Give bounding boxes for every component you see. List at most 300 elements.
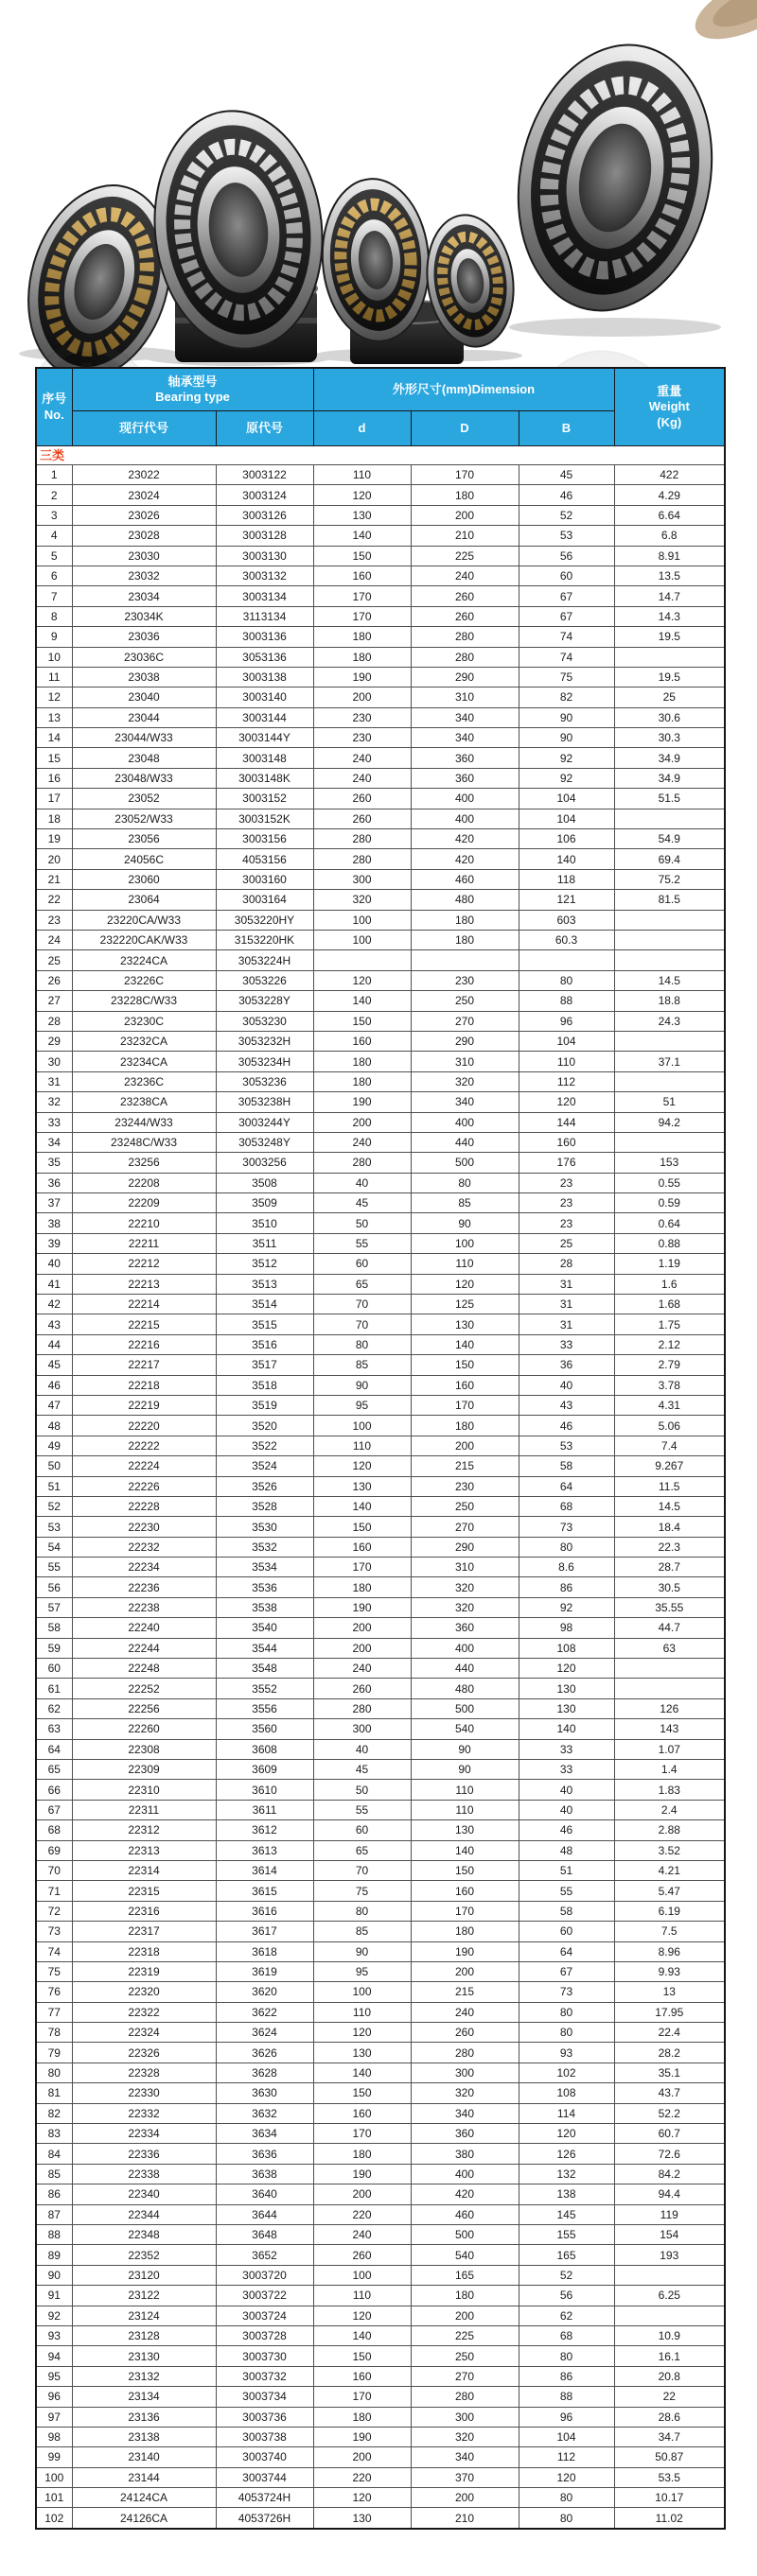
cell-weight: 154 <box>614 2224 725 2244</box>
cell-no: 78 <box>36 2023 72 2043</box>
cell-D: 270 <box>411 2366 519 2386</box>
cell-old-code: 3003124 <box>216 485 313 505</box>
header-bearing-type-en: Bearing type <box>155 390 230 404</box>
cell-old-code: 3053232H <box>216 1031 313 1051</box>
cell-current-code: 22332 <box>72 2103 216 2123</box>
cell-d: 80 <box>313 1334 411 1354</box>
cell-weight: 3.78 <box>614 1375 725 1395</box>
cell-B: 112 <box>519 2447 614 2467</box>
cell-B: 60 <box>519 1922 614 1941</box>
cell-B: 118 <box>519 869 614 889</box>
cell-weight: 119 <box>614 2204 725 2224</box>
cell-d: 190 <box>313 667 411 687</box>
table-row <box>36 1659 725 1679</box>
cell-B: 98 <box>519 1618 614 1638</box>
cell-current-code: 23232CA <box>72 1031 216 1051</box>
cell-no: 19 <box>36 829 72 849</box>
table-row <box>36 1860 725 1880</box>
cell-D: 360 <box>411 768 519 788</box>
cell-no: 22 <box>36 890 72 910</box>
table-row <box>36 2427 725 2446</box>
cell-old-code: 3634 <box>216 2124 313 2144</box>
cell-old-code: 3518 <box>216 1375 313 1395</box>
cell-d: 240 <box>313 748 411 768</box>
table-row <box>36 1233 725 1253</box>
table-row <box>36 2407 725 2427</box>
cell-old-code: 3617 <box>216 1922 313 1941</box>
cell-B: 176 <box>519 1153 614 1173</box>
cell-current-code: 22308 <box>72 1739 216 1759</box>
cell-current-code: 23138 <box>72 2427 216 2446</box>
cell-weight: 24.3 <box>614 1011 725 1031</box>
cell-old-code: 3053224H <box>216 950 313 970</box>
cell-no: 1 <box>36 465 72 485</box>
cell-B: 74 <box>519 627 614 647</box>
cell-D: 540 <box>411 1719 519 1739</box>
cell-no: 66 <box>36 1780 72 1800</box>
table-row <box>36 991 725 1011</box>
cell-D: 80 <box>411 1173 519 1192</box>
cell-no: 40 <box>36 1254 72 1274</box>
cell-B: 23 <box>519 1193 614 1213</box>
cell-B: 62 <box>519 2306 614 2325</box>
cell-weight: 28.2 <box>614 2043 725 2063</box>
cell-B: 120 <box>519 2467 614 2487</box>
cell-no: 60 <box>36 1659 72 1679</box>
cell-current-code: 23128 <box>72 2325 216 2345</box>
cell-old-code: 3003130 <box>216 546 313 566</box>
cell-old-code: 3003134 <box>216 586 313 606</box>
cell-old-code: 3053230 <box>216 1011 313 1031</box>
cell-d: 140 <box>313 991 411 1011</box>
cell-no: 68 <box>36 1820 72 1840</box>
cell-old-code: 3153220HK <box>216 930 313 949</box>
cell-current-code: 23228C/W33 <box>72 991 216 1011</box>
cell-current-code: 23234CA <box>72 1052 216 1071</box>
cell-weight: 28.6 <box>614 2407 725 2427</box>
header-weight-en: Weight <box>648 399 690 414</box>
cell-current-code: 23122 <box>72 2286 216 2306</box>
cell-no: 6 <box>36 566 72 585</box>
cell-weight <box>614 2306 725 2325</box>
cell-weight: 7.4 <box>614 1436 725 1455</box>
cell-old-code: 3528 <box>216 1496 313 1516</box>
cell-no: 12 <box>36 688 72 707</box>
cell-B: 130 <box>519 1698 614 1718</box>
cell-D: 110 <box>411 1780 519 1800</box>
table-row <box>36 1092 725 1112</box>
table-row <box>36 1496 725 1516</box>
cell-current-code: 23120 <box>72 2265 216 2285</box>
table-row <box>36 1780 725 1800</box>
cell-B: 88 <box>519 991 614 1011</box>
cell-current-code: 22260 <box>72 1719 216 1739</box>
cell-old-code: 3632 <box>216 2103 313 2123</box>
cell-old-code: 3003126 <box>216 505 313 525</box>
table-row <box>36 627 725 647</box>
cell-current-code: 22328 <box>72 2063 216 2082</box>
table-row <box>36 2387 725 2407</box>
cell-d: 110 <box>313 1436 411 1455</box>
cell-d: 170 <box>313 2387 411 2407</box>
cell-weight <box>614 950 725 970</box>
cell-old-code: 3003722 <box>216 2286 313 2306</box>
cell-current-code: 23036 <box>72 627 216 647</box>
cell-no: 80 <box>36 2063 72 2082</box>
cell-current-code: 22311 <box>72 1800 216 1819</box>
cell-old-code: 3517 <box>216 1355 313 1375</box>
cell-no: 16 <box>36 768 72 788</box>
cell-d: 150 <box>313 2346 411 2366</box>
cell-no: 97 <box>36 2407 72 2427</box>
cell-no: 35 <box>36 1153 72 1173</box>
cell-weight: 34.9 <box>614 768 725 788</box>
cell-no: 25 <box>36 950 72 970</box>
cell-B: 74 <box>519 647 614 667</box>
cell-weight: 69.4 <box>614 849 725 869</box>
cell-weight: 52.2 <box>614 2103 725 2123</box>
table-row <box>36 1395 725 1415</box>
cell-old-code: 4053726H <box>216 2508 313 2529</box>
cell-current-code: 22248 <box>72 1659 216 1679</box>
cell-d: 55 <box>313 1233 411 1253</box>
table-row <box>36 1800 725 1819</box>
cell-d: 240 <box>313 2224 411 2244</box>
cell-d: 55 <box>313 1800 411 1819</box>
table-row <box>36 1881 725 1901</box>
table-row <box>36 1558 725 1577</box>
cell-B: 96 <box>519 2407 614 2427</box>
cell-old-code: 3510 <box>216 1213 313 1233</box>
brand-text: F&D <box>631 51 650 64</box>
table-row <box>36 2488 725 2508</box>
cell-B <box>519 950 614 970</box>
cell-D: 480 <box>411 1679 519 1698</box>
cell-B: 140 <box>519 849 614 869</box>
cell-old-code: 3053234H <box>216 1052 313 1071</box>
cell-d: 130 <box>313 1476 411 1496</box>
cell-D: 420 <box>411 849 519 869</box>
cell-d: 130 <box>313 2043 411 2063</box>
cell-d: 200 <box>313 1112 411 1132</box>
cell-current-code: 23036C <box>72 647 216 667</box>
cell-no: 45 <box>36 1355 72 1375</box>
cell-B: 58 <box>519 1901 614 1921</box>
cell-B: 51 <box>519 1860 614 1880</box>
cell-old-code: 3519 <box>216 1395 313 1415</box>
cell-no: 29 <box>36 1031 72 1051</box>
cell-old-code: 3003732 <box>216 2366 313 2386</box>
cell-D: 270 <box>411 1011 519 1031</box>
cell-weight: 4.31 <box>614 1395 725 1415</box>
cell-old-code: 3526 <box>216 1476 313 1496</box>
table-row <box>36 2204 725 2224</box>
cell-D: 170 <box>411 1901 519 1921</box>
cell-old-code: 3003724 <box>216 2306 313 2325</box>
cell-d: 260 <box>313 2245 411 2265</box>
cell-d: 240 <box>313 768 411 788</box>
cell-current-code: 23048/W33 <box>72 768 216 788</box>
cell-weight <box>614 1132 725 1152</box>
cell-current-code: 23032 <box>72 566 216 585</box>
header-current-code: 现行代号 <box>72 411 216 446</box>
cell-old-code: 3522 <box>216 1436 313 1455</box>
cell-weight: 2.12 <box>614 1334 725 1354</box>
cell-D: 380 <box>411 2144 519 2164</box>
cell-old-code: 3515 <box>216 1314 313 1334</box>
table-row <box>36 930 725 949</box>
cell-D: 180 <box>411 930 519 949</box>
cell-no: 47 <box>36 1395 72 1415</box>
header-d: d <box>313 411 411 446</box>
cell-D: 400 <box>411 1112 519 1132</box>
cell-current-code: 22211 <box>72 1233 216 1253</box>
table-row <box>36 505 725 525</box>
cell-current-code: 22326 <box>72 2043 216 2063</box>
cell-d: 300 <box>313 1719 411 1739</box>
cell-current-code: 23040 <box>72 688 216 707</box>
table-row <box>36 1173 725 1192</box>
cell-current-code: 23124 <box>72 2306 216 2325</box>
cell-current-code: 22208 <box>72 1173 216 1192</box>
cell-no: 38 <box>36 1213 72 1233</box>
cell-no: 48 <box>36 1416 72 1436</box>
cell-current-code: 23044/W33 <box>72 728 216 748</box>
cell-weight: 28.7 <box>614 1558 725 1577</box>
cell-no: 101 <box>36 2488 72 2508</box>
cell-weight: 54.9 <box>614 829 725 849</box>
cell-no: 84 <box>36 2144 72 2164</box>
cell-no: 102 <box>36 2508 72 2529</box>
cell-old-code: 3053238H <box>216 1092 313 1112</box>
cell-B: 52 <box>519 505 614 525</box>
cell-current-code: 23224CA <box>72 950 216 970</box>
cell-no: 96 <box>36 2387 72 2407</box>
cell-weight: 72.6 <box>614 2144 725 2164</box>
cell-current-code: 22240 <box>72 1618 216 1638</box>
cell-d: 200 <box>313 2184 411 2204</box>
table-row <box>36 2023 725 2043</box>
cell-no: 65 <box>36 1760 72 1780</box>
cell-D: 190 <box>411 1941 519 1961</box>
cell-old-code: 3003152K <box>216 809 313 828</box>
cell-d: 120 <box>313 1456 411 1476</box>
cell-d: 70 <box>313 1314 411 1334</box>
cell-d: 130 <box>313 505 411 525</box>
table-row <box>36 2467 725 2487</box>
cell-old-code: 3003738 <box>216 2427 313 2446</box>
cell-weight <box>614 1659 725 1679</box>
cell-D: 260 <box>411 2023 519 2043</box>
cell-no: 46 <box>36 1375 72 1395</box>
table-row <box>36 1375 725 1395</box>
table-body <box>36 446 725 2529</box>
cell-old-code: 3003160 <box>216 869 313 889</box>
table-row <box>36 2245 725 2265</box>
brand-text: F&D <box>115 189 132 202</box>
table-row <box>36 485 725 505</box>
table-row <box>36 1254 725 1274</box>
cell-B: 40 <box>519 1375 614 1395</box>
cell-current-code: 22234 <box>72 1558 216 1577</box>
cell-D: 250 <box>411 1496 519 1516</box>
cell-B: 126 <box>519 2144 614 2164</box>
cell-current-code: 22322 <box>72 2002 216 2022</box>
cell-old-code: 3540 <box>216 1618 313 1638</box>
cell-B: 104 <box>519 1031 614 1051</box>
cell-d: 140 <box>313 2325 411 2345</box>
cell-B: 43 <box>519 1395 614 1415</box>
cell-weight: 4.21 <box>614 1860 725 1880</box>
cell-B: 52 <box>519 2265 614 2285</box>
cell-current-code: 22216 <box>72 1334 216 1354</box>
cell-current-code: 23130 <box>72 2346 216 2366</box>
table-row <box>36 1961 725 1981</box>
cell-D: 230 <box>411 1476 519 1496</box>
cell-old-code: 3003144 <box>216 707 313 727</box>
cell-d: 130 <box>313 2508 411 2529</box>
cell-weight: 6.8 <box>614 526 725 546</box>
cell-d: 280 <box>313 1153 411 1173</box>
cell-no: 3 <box>36 505 72 525</box>
cell-B: 55 <box>519 1881 614 1901</box>
cell-d: 85 <box>313 1922 411 1941</box>
cell-current-code: 22214 <box>72 1295 216 1314</box>
cell-current-code: 22232 <box>72 1537 216 1557</box>
cell-D: 440 <box>411 1132 519 1152</box>
table-row <box>36 1416 725 1436</box>
cell-no: 91 <box>36 2286 72 2306</box>
cell-no: 57 <box>36 1597 72 1617</box>
cell-no: 20 <box>36 849 72 869</box>
cell-current-code: 22244 <box>72 1638 216 1658</box>
cell-weight: 1.19 <box>614 1254 725 1274</box>
table-row <box>36 950 725 970</box>
cell-old-code: 3003144Y <box>216 728 313 748</box>
cell-D: 290 <box>411 667 519 687</box>
cell-d: 200 <box>313 1618 411 1638</box>
table-row <box>36 1739 725 1759</box>
cell-current-code: 23236C <box>72 1071 216 1091</box>
cell-d: 180 <box>313 1577 411 1597</box>
cell-old-code: 3636 <box>216 2144 313 2164</box>
cell-current-code: 22344 <box>72 2204 216 2224</box>
cell-current-code: 22222 <box>72 1436 216 1455</box>
cell-weight: 50.87 <box>614 2447 725 2467</box>
cell-no: 99 <box>36 2447 72 2467</box>
cell-D: 260 <box>411 586 519 606</box>
cell-current-code: 22228 <box>72 1496 216 1516</box>
cell-no: 28 <box>36 1011 72 1031</box>
cell-old-code: 3624 <box>216 2023 313 2043</box>
cell-old-code: 3612 <box>216 1820 313 1840</box>
cell-d: 110 <box>313 2286 411 2306</box>
cell-weight <box>614 1071 725 1091</box>
cell-weight: 35.1 <box>614 2063 725 2082</box>
cell-old-code: 3610 <box>216 1780 313 1800</box>
cell-old-code: 3544 <box>216 1638 313 1658</box>
cell-D: 290 <box>411 1537 519 1557</box>
cell-d: 160 <box>313 2366 411 2386</box>
cell-B: 60 <box>519 566 614 585</box>
cell-B: 40 <box>519 1800 614 1819</box>
cell-no: 14 <box>36 728 72 748</box>
cell-D: 180 <box>411 1416 519 1436</box>
cell-B: 56 <box>519 546 614 566</box>
cell-D: 370 <box>411 2467 519 2487</box>
cell-weight: 18.8 <box>614 991 725 1011</box>
cell-B: 67 <box>519 586 614 606</box>
cell-B: 108 <box>519 1638 614 1658</box>
cell-current-code: 23044 <box>72 707 216 727</box>
cell-no: 52 <box>36 1496 72 1516</box>
cell-no: 74 <box>36 1941 72 1961</box>
cell-old-code: 3524 <box>216 1456 313 1476</box>
cell-no: 94 <box>36 2346 72 2366</box>
cell-no: 83 <box>36 2124 72 2144</box>
cell-D: 460 <box>411 2204 519 2224</box>
cell-weight: 19.5 <box>614 667 725 687</box>
cell-weight: 25 <box>614 688 725 707</box>
cell-old-code: 3003148 <box>216 748 313 768</box>
cell-current-code: 22309 <box>72 1760 216 1780</box>
cell-old-code: 3536 <box>216 1577 313 1597</box>
cell-no: 30 <box>36 1052 72 1071</box>
cell-D: 225 <box>411 546 519 566</box>
cell-d <box>313 950 411 970</box>
cell-d: 150 <box>313 1011 411 1031</box>
cell-no: 73 <box>36 1922 72 1941</box>
cell-d: 180 <box>313 1052 411 1071</box>
cell-weight: 0.59 <box>614 1193 725 1213</box>
cell-current-code: 22236 <box>72 1577 216 1597</box>
table-row <box>36 1577 725 1597</box>
table-row <box>36 2508 725 2529</box>
cell-d: 60 <box>313 1254 411 1274</box>
cell-old-code: 3608 <box>216 1739 313 1759</box>
cell-no: 37 <box>36 1193 72 1213</box>
table-row <box>36 768 725 788</box>
table-row <box>36 1719 725 1739</box>
cell-d: 180 <box>313 1071 411 1091</box>
cell-B: 155 <box>519 2224 614 2244</box>
table-row <box>36 2002 725 2022</box>
table-row <box>36 1314 725 1334</box>
cell-D: 420 <box>411 829 519 849</box>
cell-B: 31 <box>519 1314 614 1334</box>
table-row <box>36 1334 725 1354</box>
cell-no: 51 <box>36 1476 72 1496</box>
cell-current-code: 22315 <box>72 1881 216 1901</box>
cell-current-code: 22312 <box>72 1820 216 1840</box>
cell-D: 400 <box>411 789 519 809</box>
cell-old-code: 3511 <box>216 1233 313 1253</box>
cell-weight: 4.29 <box>614 485 725 505</box>
cell-D: 400 <box>411 809 519 828</box>
cell-D: 180 <box>411 1922 519 1941</box>
cell-old-code: 3630 <box>216 2083 313 2103</box>
cell-d: 200 <box>313 1638 411 1658</box>
cell-D: 280 <box>411 627 519 647</box>
cell-weight: 9.93 <box>614 1961 725 1981</box>
cell-d: 140 <box>313 526 411 546</box>
cell-no: 36 <box>36 1173 72 1192</box>
cell-weight: 0.55 <box>614 1173 725 1192</box>
cell-old-code: 3053228Y <box>216 991 313 1011</box>
table-row <box>36 1213 725 1233</box>
cell-current-code: 23048 <box>72 748 216 768</box>
cell-d: 320 <box>313 890 411 910</box>
